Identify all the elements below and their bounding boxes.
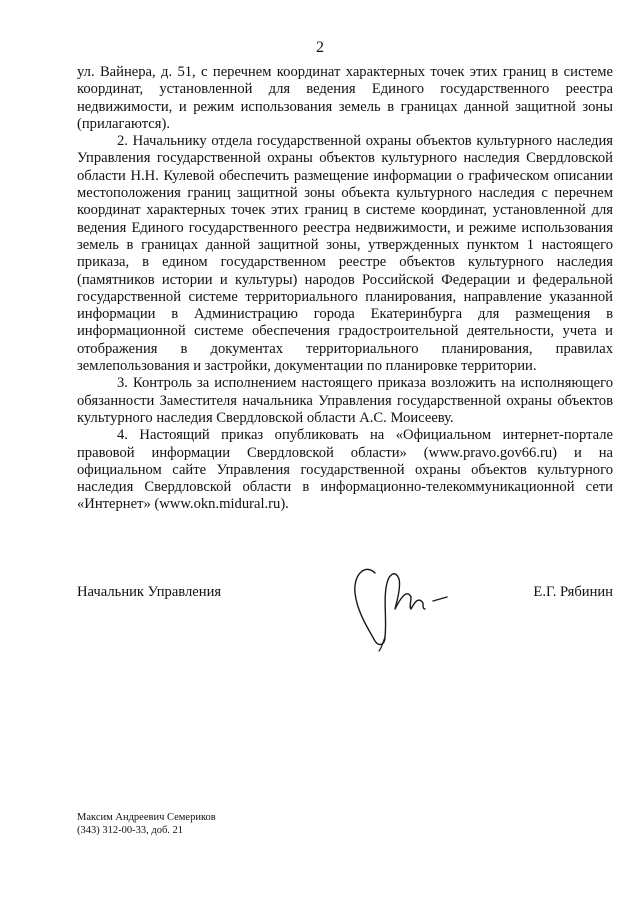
signatory-name: Е.Г. Рябинин bbox=[533, 584, 613, 600]
paragraph-item-4: 4. Настоящий приказ опубликовать на «Официальном интернет-портале правовой информации Свердловской области» (www.pravo.gov66.ru) и на официальном сайте Управления государственной охраны объектов культурного наследия Свердловской области в информационно-телекоммуникационной сети «Интернет» (www.okn.midural.ru). bbox=[77, 427, 613, 513]
paragraph-item-2: 2. Начальнику отдела государственной охраны объектов культурного наследия Управления государственной охраны объектов культурного наследия Свердловской области Н.Н. Кулевой обеспечить размещение информации о графическом описании местоположения границ защитной зоны объекта культурного наследия с перечнем координат характерных точек этих границ в системе координат, установленной для ведения Единого государственного реестра недвижимости, и режиме использования земель в границах данной защитной зоны, утвержденных пунктом 1 настоящего приказа, в едином государственном реестре объектов культурного наследия (памятников истории и культуры) народов Российской Федерации и федеральной государственной системе территориального планирования, направление указанной информации в Администрацию города Екатеринбурга для размещения в информационной системе обеспечения градостроительной деятельности, учета и отображения в документах территориального планирования, правилах землепользования и застройки, документации по планировке территории. bbox=[77, 133, 613, 375]
paragraph-continuation: ул. Вайнера, д. 51, с перечнем координат характерных точек этих границ в системе координат, установленной для ведения Единого государственного реестра недвижимости, и режим использования земель в границах данной защитной зоны (прилагаются). bbox=[77, 64, 613, 132]
executor-name: Максим Андреевич Семериков bbox=[77, 812, 216, 823]
signatory-title: Начальник Управления bbox=[77, 584, 222, 600]
document-body bbox=[77, 64, 613, 514]
page-number: 2 bbox=[316, 39, 324, 56]
paragraph-item-3: 3. Контроль за исполнением настоящего приказа возложить на исполняющего обязанности Заместителя начальника Управления государственной охраны объектов культурного наследия Свердловской области А.С. Моисееву. bbox=[77, 375, 613, 426]
executor-phone: (343) 312-00-33, доб. 21 bbox=[77, 825, 184, 836]
handwritten-signature bbox=[345, 553, 465, 653]
executor-info bbox=[77, 811, 216, 837]
